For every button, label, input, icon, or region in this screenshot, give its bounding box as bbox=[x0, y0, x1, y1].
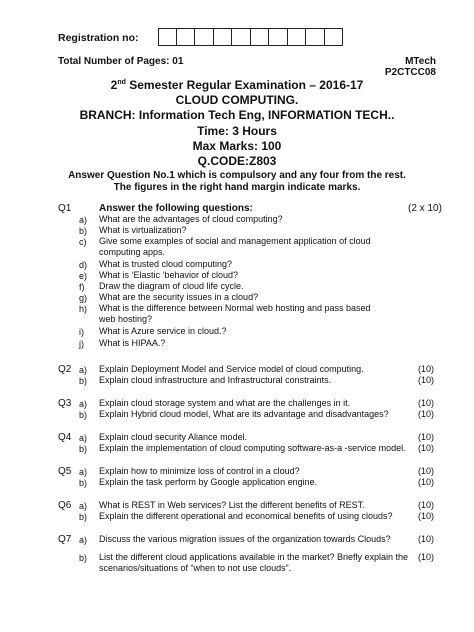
sub-label: g) bbox=[79, 293, 88, 303]
question-code: Q.CODE:Z803 bbox=[197, 154, 277, 168]
sub-question: Explain cloud infrastructure and Infrastructural constraints. bbox=[99, 375, 332, 385]
question-heading: Answer the following questions: bbox=[99, 203, 253, 214]
sub-label: a) bbox=[79, 365, 88, 375]
course-code: P2CTCC08 bbox=[384, 67, 436, 78]
sub-question: Explain cloud storage system and what are the challenges in it. bbox=[99, 398, 351, 408]
sub-label: e) bbox=[79, 271, 88, 281]
question-number: Q5 bbox=[58, 466, 72, 477]
question-number: Q3 bbox=[58, 398, 72, 409]
question-marks: (10) bbox=[418, 398, 435, 408]
branch-line: BRANCH: Information Tech Eng, INFORMATION TECH.. bbox=[79, 108, 395, 122]
question-marks: (2 x 10) bbox=[408, 203, 442, 214]
instruction-marks: The figures in the right hand margin indicate marks. bbox=[113, 182, 361, 193]
registration-box bbox=[232, 28, 251, 46]
sub-label: j) bbox=[79, 339, 84, 349]
sub-question: Draw the diagram of cloud life cycle. bbox=[99, 281, 244, 291]
time-line: Time: 3 Hours bbox=[197, 124, 277, 138]
sub-question: Explain the different operational and economical benefits of using clouds? bbox=[99, 511, 393, 521]
sub-question: What is ‘Elastic ‘behavior of cloud? bbox=[99, 270, 239, 280]
question-marks: (10) bbox=[418, 364, 435, 374]
program-name: MTech bbox=[405, 56, 436, 67]
sub-question: Discuss the various migration issues of the organization towards Clouds? bbox=[99, 534, 391, 544]
sub-label: a) bbox=[79, 501, 88, 511]
question-marks: (10) bbox=[418, 534, 435, 544]
question-marks: (10) bbox=[418, 409, 435, 419]
registration-box bbox=[251, 28, 270, 46]
registration-box bbox=[306, 28, 325, 46]
sub-label: b) bbox=[79, 478, 88, 488]
question-marks: (10) bbox=[418, 511, 435, 521]
sub-question: What are the advantages of cloud computing? bbox=[99, 214, 283, 224]
sub-question: Explain how to minimize loss of control in a cloud? bbox=[99, 466, 300, 476]
question-marks: (10) bbox=[418, 477, 435, 487]
sub-label: b) bbox=[79, 444, 88, 454]
sub-label: h) bbox=[79, 304, 88, 314]
question-number: Q4 bbox=[58, 432, 72, 443]
question-marks: (10) bbox=[418, 466, 435, 476]
sub-question: What is virtualization? bbox=[99, 225, 187, 235]
question-number: Q7 bbox=[58, 534, 72, 545]
exam-title: 2nd Semester Regular Examination – 2016-17 bbox=[110, 78, 364, 92]
instruction-compulsory: Answer Question No.1 which is compulsory and any four from the rest. bbox=[68, 170, 406, 181]
question-marks: (10) bbox=[418, 443, 435, 453]
sub-question: What are the security issues in a cloud? bbox=[99, 292, 259, 302]
question-number: Q1 bbox=[58, 203, 72, 214]
sub-label: a) bbox=[79, 467, 88, 477]
registration-box bbox=[325, 28, 344, 46]
sub-label: b) bbox=[79, 553, 88, 563]
sub-question: What is trusted cloud computing? bbox=[99, 259, 233, 269]
sub-question: Explain the implementation of cloud computing software-as-a -service model. bbox=[99, 443, 406, 453]
sub-label: b) bbox=[79, 226, 88, 236]
sub-label: a) bbox=[79, 215, 88, 225]
sub-label: b) bbox=[79, 376, 88, 386]
sub-question: Explain Deployment Model and Service model of cloud computing. bbox=[99, 364, 364, 374]
sub-label: c) bbox=[79, 237, 87, 247]
registration-box bbox=[195, 28, 214, 46]
sub-question: Explain cloud security Aliance model. bbox=[99, 432, 248, 442]
registration-box bbox=[177, 28, 196, 46]
question-marks: (10) bbox=[418, 500, 435, 510]
sub-label: i) bbox=[79, 327, 84, 337]
question-marks: (10) bbox=[418, 432, 435, 442]
sub-question: What is Azure service in cloud.? bbox=[99, 326, 227, 336]
registration-box bbox=[158, 28, 177, 46]
question-number: Q2 bbox=[58, 364, 72, 375]
sub-label: d) bbox=[79, 260, 88, 270]
question-number: Q6 bbox=[58, 500, 72, 511]
sub-question: What is HIPAA.? bbox=[99, 338, 166, 348]
sub-question: Give some examples of social and management application of cloud computing apps. bbox=[99, 236, 371, 257]
subject-title: CLOUD COMPUTING. bbox=[175, 93, 299, 107]
sub-question: Explain Hybrid cloud model, What are its advantage and disadvantages? bbox=[99, 409, 389, 419]
sub-label: b) bbox=[79, 410, 88, 420]
sub-question: Explain the task perform by Google application engine. bbox=[99, 477, 318, 487]
sub-label: a) bbox=[79, 535, 88, 545]
sub-label: a) bbox=[79, 433, 88, 443]
max-marks: Max Marks: 100 bbox=[192, 139, 282, 153]
sub-question: List the different cloud applications available in the market? Briefly explain the scenarios/situations of “when to not use clouds”. bbox=[99, 552, 409, 573]
sub-label: a) bbox=[79, 399, 88, 409]
sub-question: What is REST in Web services? List the different benefits of REST. bbox=[99, 500, 365, 510]
registration-label: Registration no: bbox=[58, 32, 139, 44]
registration-box bbox=[214, 28, 233, 46]
sub-question: What is the difference between Normal web hosting and pass based web hosting? bbox=[99, 303, 371, 324]
registration-box bbox=[288, 28, 307, 46]
question-marks: (10) bbox=[418, 552, 435, 562]
registration-boxes bbox=[158, 28, 343, 46]
question-marks: (10) bbox=[418, 375, 435, 385]
registration-box bbox=[269, 28, 288, 46]
sub-label: f) bbox=[79, 282, 85, 292]
sub-label: b) bbox=[79, 512, 88, 522]
total-pages: Total Number of Pages: 01 bbox=[58, 56, 184, 67]
